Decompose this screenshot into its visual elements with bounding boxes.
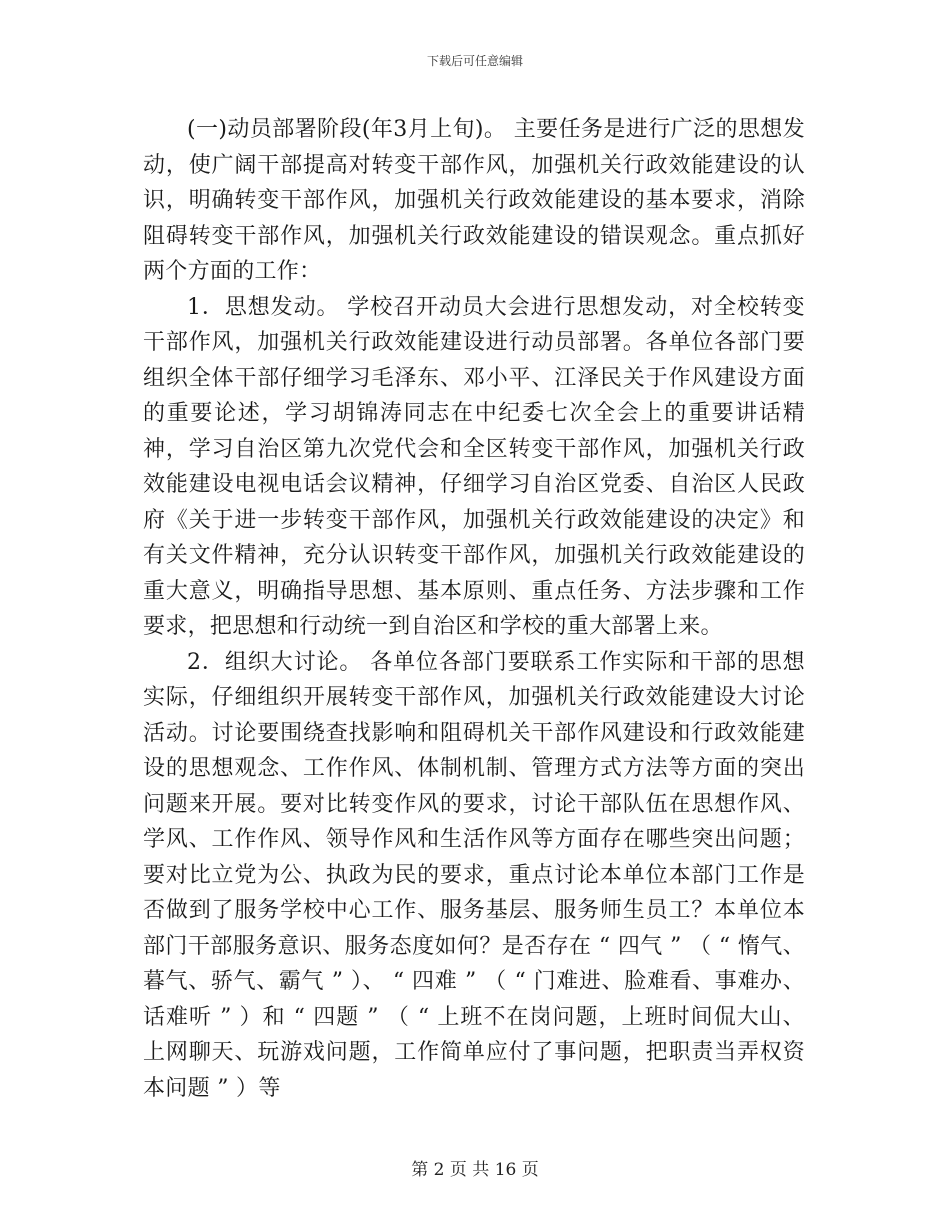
page-number-footer: 第 2 页 共 16 页 [411, 1160, 539, 1180]
paragraph-organize-discussion: 2．组织大讨论。 各单位各部门要联系工作实际和干部的思想实际，仔细组织开展转变干部作风，加强机关行政效能建设大讨论活动。讨论要围绕查找影响和阻碍机关干部作风建设和行政效能建设的思想观念、工作作风、体制机制、管理方式方法等方面的突出问题来开展。要对比转变作风的要求，讨论干部队伍在思想作风、学风、工作作风、领导作风和生活作风等方面存在哪些突出问题；要对比立党为公、执政为民的要求，重点讨论本单位本部门工作是否做到了服务学校中心工作、服务基层、服务师生员工？本单位本部门干部服务意识、服务态度如何？是否存在 “ 四气 ” （ “ 惰气、暮气、骄气、霸气 ” ）、 “ 四难 ” （ “ 门难进、脸难看、事难办、话难听 ” ）和 “ 四题 ” （ “ 上班不在岗问题，上班时间侃大山、上网聊天、玩游戏问题，工作简单应付了事问题，把职责当弄权资本问题 ” ）等 [143, 649, 805, 1101]
paragraph-ideological-mobilization: 1．思想发动。 学校召开动员大会进行思想发动，对全校转变干部作风，加强机关行政效能建设进行动员部署。各单位各部门要组织全体干部仔细学习毛泽东、邓小平、江泽民关于作风建设方面的重要论述，学习胡锦涛同志在中纪委七次全会上的重要讲话精神，学习自治区第九次党代会和全区转变干部作风，加强机关行政效能建设电视电话会议精神，仔细学习自治区党委、自治区人民政府《关于进一步转变干部作风，加强机关行政效能建设的决定》和有关文件精神，充分认识转变干部作风，加强机关行政效能建设的重大意义，明确指导思想、基本原则、重点任务、方法步骤和工作要求，把思想和行动统一到自治区和学校的重大部署上来。 [143, 294, 805, 639]
paragraph-mobilization-stage: (一)动员部署阶段(年3月上旬)。 主要任务是进行广泛的思想发动，使广阔干部提高对转变干部作风，加强机关行政效能建设的认识，明确转变干部作风，加强机关行政效能建设的基本要求，消除阻碍转变干部作风，加强机关行政效能建设的错误观念。重点抓好两个方面的工作： [143, 117, 805, 284]
document-body [143, 112, 805, 1106]
page-header-note: 下载后可任意编辑 [426, 54, 523, 68]
